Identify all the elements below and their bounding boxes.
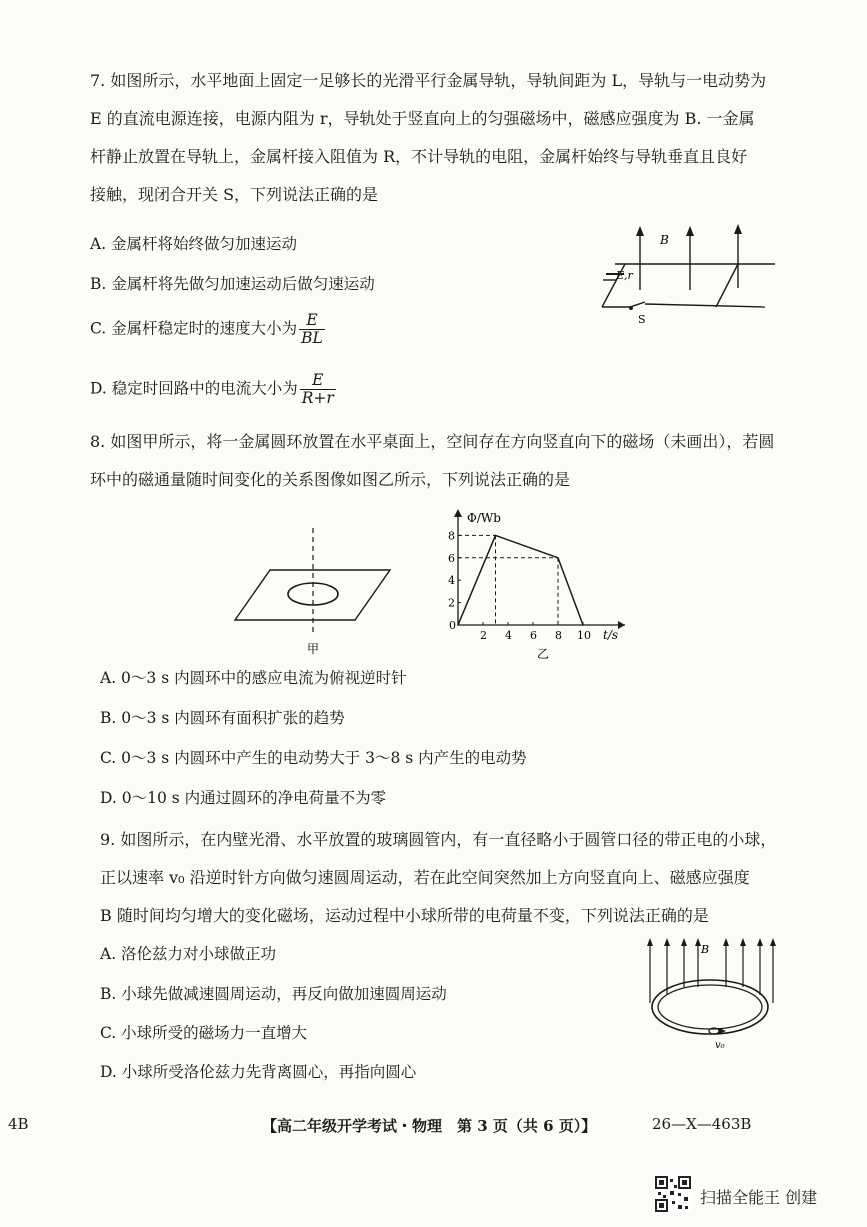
tube-inner-wall	[658, 985, 762, 1029]
chart-x-label: t/s	[603, 628, 619, 642]
flux-time-chart	[445, 505, 635, 665]
q7-line4: 接触，现闭合开关 S，下列说法正确的是	[90, 185, 379, 204]
q7-b-label: B	[660, 233, 669, 247]
switch-pivot	[629, 306, 633, 310]
q9-line3: B 随时间均匀增大的变化磁场，运动过程中小球所带的电荷量不变，下列说法正确的是	[100, 906, 709, 925]
watermark-text: 扫描全能王 创建	[700, 1188, 818, 1207]
switch-blade	[630, 302, 645, 307]
x-tick-label: 2	[480, 629, 487, 642]
x-tick-label: 10	[577, 629, 591, 642]
q7-option-d-fraction	[300, 372, 336, 407]
q8-option-b: B. 0～3 s 内圆环有面积扩张的趋势	[100, 709, 345, 727]
metal-rod	[716, 264, 738, 307]
field-arrow-2	[686, 226, 694, 236]
q9-b-label: B	[701, 943, 710, 956]
flux-data-point	[582, 624, 584, 626]
q9-stem	[100, 821, 790, 935]
y-tick-label: 8	[448, 529, 455, 543]
q7-option-d	[90, 372, 336, 407]
footer-right: 26—X—463B	[652, 1115, 752, 1133]
q7-line2: E 的直流电源连接，电源内阻为 r，导轨处于竖直向上的匀强磁场中，磁感应强度为 B. 一金属	[90, 109, 755, 128]
flux-data-point	[495, 535, 497, 537]
q8-stem	[90, 423, 780, 499]
q8-option-d: D. 0～10 s 内通过圆环的净电荷量不为零	[100, 789, 387, 807]
x-axis-arrow	[618, 621, 625, 629]
footer-left: 4B	[8, 1115, 29, 1133]
q7-option-c-fraction	[299, 312, 325, 347]
y-tick-label: 4	[448, 574, 455, 588]
q7-option-d-text: D. 稳定时回路中的电流大小为	[90, 379, 298, 398]
q8-option-a: A. 0～3 s 内圆环中的感应电流为俯视逆时针	[100, 669, 407, 687]
q8-option-c: C. 0～3 s 内圆环中产生的电动势大于 3～8 s 内产生的电动势	[100, 749, 527, 767]
x-tick-label: 8	[555, 629, 562, 642]
fig-jia-label: 甲	[307, 642, 320, 656]
q7-switch-label: S	[638, 313, 646, 326]
q9-option-b: B. 小球先做减速圆周运动，再反向做加速圆周运动	[100, 985, 447, 1003]
q9-option-d: D. 小球所受洛伦兹力先背离圆心，再指向圆心	[100, 1063, 417, 1081]
lower-rail-right	[645, 304, 765, 307]
q7-circuit-figure	[590, 222, 790, 327]
q8-line2: 环中的磁通量随时间变化的关系图像如图乙所示，下列说法正确的是	[90, 470, 571, 489]
field-arrow-1	[636, 226, 644, 236]
q8-ring-figure	[230, 525, 410, 660]
q7-c-denominator: BL	[301, 329, 323, 347]
flux-data-point	[557, 557, 559, 559]
field-arrow-3	[734, 224, 742, 234]
x-tick-label: 6	[530, 629, 537, 642]
chart-y-label: Φ/Wb	[467, 511, 501, 525]
q7-stem	[90, 62, 780, 214]
q7-line1: 7. 如图所示，水平地面上固定一足够长的光滑平行金属导轨，导轨间距为 L，导轨与一电动势为	[90, 71, 767, 90]
q8-line1: 8. 如图甲所示，将一金属圆环放置在水平桌面上，空间存在方向竖直向下的磁场（未画出），若圆	[90, 432, 775, 451]
chart-origin-label: 0	[449, 619, 456, 632]
x-tick-label: 4	[505, 629, 512, 642]
fig-yi-label: 乙	[537, 647, 550, 661]
q9-line2: 正以速率 v₀ 沿逆时针方向做匀速圆周运动，若在此空间突然加上方向竖直向上、磁感应强度	[100, 868, 750, 887]
q7-c-numerator: E	[299, 312, 325, 330]
q7-option-a: A. 金属杆将始终做匀加速运动	[90, 235, 298, 253]
flux-series-line	[458, 535, 583, 625]
q7-option-b: B. 金属杆将先做匀加速运动后做匀速运动	[90, 275, 375, 293]
q7-d-denominator: R+r	[301, 389, 334, 407]
tube-outer-wall	[652, 980, 768, 1034]
q9-line1: 9. 如图所示，在内壁光滑、水平放置的玻璃圆管内，有一直径略小于圆管口径的带正电的小球，	[100, 830, 777, 849]
q7-d-numerator: E	[300, 372, 336, 390]
y-tick-label: 6	[448, 551, 455, 565]
q9-option-c: C. 小球所受的磁场力一直增大	[100, 1024, 308, 1042]
footer-center: 【高二年级开学考试・物理 第 3 页（共 6 页）】	[262, 1117, 597, 1135]
q9-option-a: A. 洛伦兹力对小球做正功	[100, 945, 277, 963]
qr-code-icon	[654, 1175, 692, 1213]
q7-line3: 杆静止放置在导轨上，金属杆接入阻值为 R，不计导轨的电阻，金属杆始终与导轨垂直且良好	[90, 147, 748, 166]
q9-v-label: v₀	[715, 1040, 725, 1050]
y-axis-arrow	[454, 509, 462, 517]
q7-option-c	[90, 312, 325, 347]
y-tick-label: 2	[448, 596, 455, 610]
flux-data-point	[457, 624, 459, 626]
q7-option-c-text: C. 金属杆稳定时的速度大小为	[90, 319, 298, 338]
q9-tube-figure	[640, 935, 780, 1050]
q7-source-label: E,r	[616, 269, 633, 282]
